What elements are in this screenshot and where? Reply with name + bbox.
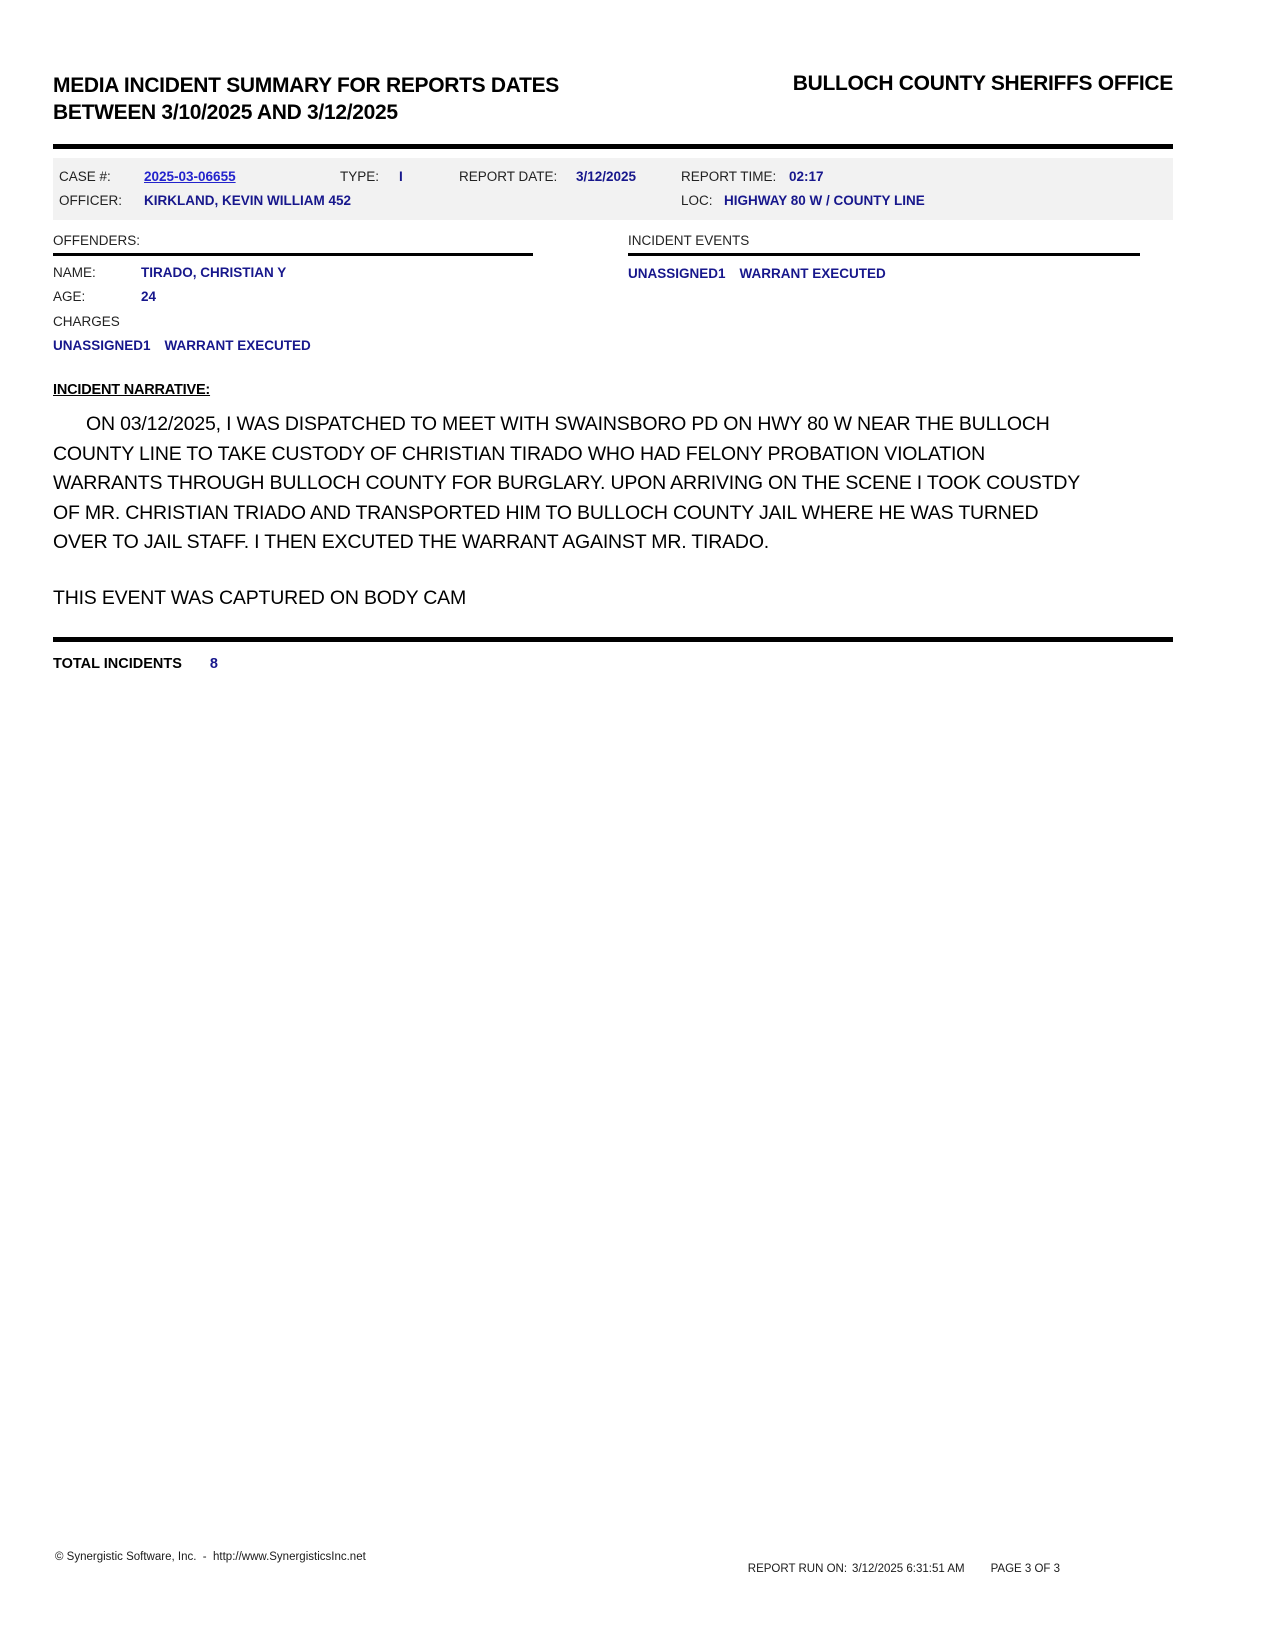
location-value: HIGHWAY 80 W / COUNTY LINE [724, 193, 925, 208]
charges-label: CHARGES [53, 314, 120, 329]
report-header [53, 72, 1173, 126]
incident-events-underline [628, 253, 1140, 256]
report-title-line2: BETWEEN 3/10/2025 AND 3/12/2025 [53, 101, 398, 124]
incident-events-section-label: INCIDENT EVENTS [628, 233, 750, 248]
offender-age-label: AGE: [53, 289, 86, 304]
officer-label: OFFICER: [59, 193, 122, 208]
header-divider-rule [53, 144, 1173, 149]
charge-code: UNASSIGNED1 [53, 338, 151, 353]
report-content [53, 0, 1173, 672]
report-title-line1: MEDIA INCIDENT SUMMARY FOR REPORTS DATES [53, 74, 560, 97]
offenders-underline [53, 253, 533, 256]
officer-name-value: KIRKLAND, KEVIN WILLIAM 452 [144, 193, 352, 208]
incident-event-row [628, 266, 1140, 281]
location-label: LOC: [681, 193, 713, 208]
offenders-events-section [53, 233, 1173, 351]
incident-event-description: WARRANT EXECUTED [739, 266, 886, 281]
charge-description: WARRANT EXECUTED [164, 338, 311, 353]
offender-age-value: 24 [141, 289, 157, 304]
footer-run-info [735, 1551, 1060, 1587]
total-incidents-value: 8 [209, 655, 218, 672]
offender-age-row [53, 289, 533, 304]
type-value: I [399, 169, 403, 184]
incident-event-code: UNASSIGNED1 [628, 266, 726, 281]
report-title [53, 72, 693, 126]
incident-narrative-text: ON 03/12/2025, I WAS DISPATCHED TO MEET WITH SWAINSBORO PD ON HWY 80 W NEAR THE BULLOCH COUNTY LINE TO TAKE CUSTODY OF CHRISTIAN TIRADO WHO HAD FELONY PROBATION VIOLATION WARRANTS THROUGH BULLOCH COUNTY FOR BURGLARY. UPON ARRIVING ON THE SCENE I TOOK COUSTDY OF MR. CHRISTIAN TRIADO AND TRANSPORTED HIM TO BULLOCH COUNTY JAIL WHERE HE WAS TURNED OVER TO JAIL STAFF. I THEN EXCUTED THE WARRANT AGAINST MR. TIRADO. [53, 413, 1080, 553]
report-time-value: 02:17 [789, 169, 824, 184]
total-incidents-row [53, 656, 1173, 672]
totals-divider-rule [53, 637, 1173, 642]
case-number-label: CASE #: [59, 169, 111, 184]
offender-name-label: NAME: [53, 265, 96, 280]
incident-narrative-heading: INCIDENT NARRATIVE: [53, 382, 211, 398]
report-time-label: REPORT TIME: [681, 169, 777, 184]
report-run-on-value: 3/12/2025 6:31:51 AM [852, 1563, 965, 1575]
charge-row [53, 338, 533, 353]
case-info-band [53, 158, 1173, 220]
offenders-column [53, 233, 533, 353]
report-run-on-label: REPORT RUN ON: [747, 1563, 848, 1575]
case-number-link[interactable]: 2025-03-06655 [144, 169, 236, 184]
offenders-section-label: OFFENDERS: [53, 233, 141, 248]
offender-name-value: TIRADO, CHRISTIAN Y [141, 265, 287, 280]
report-date-label: REPORT DATE: [459, 169, 558, 184]
offender-name-row [53, 265, 533, 280]
footer-vendor-credit: © Synergistic Software, Inc. - http://www.SynergisticsInc.net [55, 1551, 366, 1563]
type-label: TYPE: [340, 169, 380, 184]
body-cam-note: THIS EVENT WAS CAPTURED ON BODY CAM [53, 586, 467, 609]
page-number-indicator: PAGE 3 OF 3 [990, 1563, 1061, 1575]
total-incidents-label: TOTAL INCIDENTS [53, 655, 182, 672]
agency-name: BULLOCH COUNTY SHERIFFS OFFICE [792, 72, 1173, 95]
incident-events-column [628, 233, 1140, 281]
report-date-value: 3/12/2025 [576, 169, 637, 184]
